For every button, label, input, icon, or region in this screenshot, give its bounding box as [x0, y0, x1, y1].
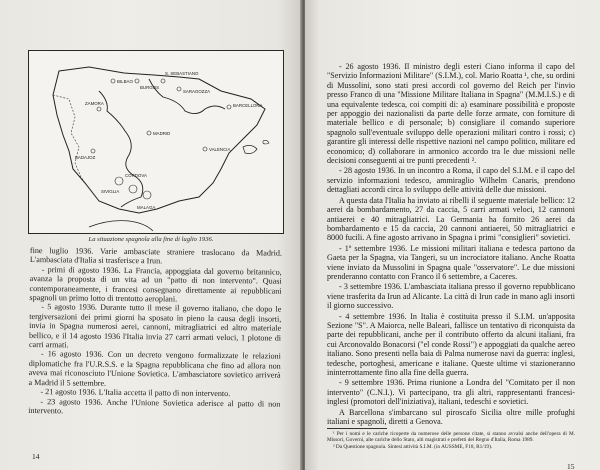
- paragraph: A Barcellona s'imbarcano sul piroscafo Sicilia oltre mille profughi italiani e spagnoli, diretti a Genova.: [327, 407, 575, 427]
- map-label-bilbao: BILBAO: [117, 79, 133, 84]
- paragraph: - 3 settembre 1936. L'ambasciata italiana presso il governo repubblicano viene trasferita da Irun ad Alicante. La città di Irun cade in mano agli insorti il giorno successivo.: [327, 282, 575, 311]
- map-label-malaga: MALAGA: [137, 205, 156, 210]
- map-label-san-sebastiano: S. SEBASTIANO: [165, 71, 199, 76]
- map-label-valencia: VALENCIA: [209, 147, 231, 152]
- paragraph: - 4 settembre 1936. In Italia è costituita presso il S.I.M. un'apposita Sezione "S". A Maiorca, nelle Baleari, fallisce un tentativo di riconquista da parte dei repubblicani, anche per il contributo offerto da alcuni italiani, fra cui Arconovaldo Bonacorsi ("el conde Rossi") e appoggiati da qualche aereo italiano. Sono presenti nella baia di Palma numerose navi da guerra: inglesi, tedesche, portoghesi, americane e italiane. Queste ultime vi stazioneranno ininterrottamente fino alla fine della guerra.: [327, 311, 575, 377]
- paragraph: - 28 agosto 1936. In un incontro a Roma, il capo del S.I.M. e il capo del servizio informazioni tedesco, ammiraglio Wilhelm Canaris, prendono dettagliati accordi circa lo sviluppo delle attività delle due missioni.: [327, 166, 575, 195]
- map-label-cordova: CORDOVA: [125, 173, 147, 178]
- map-label-saragozza: SARAGOZZA: [183, 89, 211, 94]
- map-label-barcellona: BARCELLONA: [233, 103, 263, 108]
- page-number-left: 14: [32, 452, 40, 461]
- map-caption: La situazione spagnola alla fine di luglio 1936.: [88, 236, 214, 243]
- right-page: [305, 0, 600, 470]
- map-label-siviglia: SIVIGLIA: [101, 189, 120, 194]
- right-body-text: [327, 62, 575, 427]
- paragraph: A questa data l'Italia ha inviato ai ribelli il seguente materiale bellico: 12 aerei da bombardamento, 27 da caccia, 5 carri armati veloci, 12 cannoni antiaerei e 40 mitragliatrici. La Germania ha fornito 26 aerei da bombardamento e 15 da caccia, 20 cannoni antiaerei, 50 mitragliatrici e 8000 fucili. A fine agosto arrivano in Spagna i primi "consiglieri" sovietici.: [327, 195, 575, 243]
- paragraph: fine luglio 1936. Varie ambasciate straniere traslocano da Madrid. L'ambasciata d'Italia si trasferisce a Irun.: [29, 246, 282, 266]
- footnote-rule: [327, 428, 387, 429]
- paragraph: - 1º settembre 1936. Le missioni militari italiana e tedesca partono da Gaeta per la Spagna, via Tangeri, su un incrociatore italiano. Anche Roatta viene inviato da Mussolini in Spagna quale "osservatore". Le due missioni prenderanno contatto con Franco il 6 settembre, a Caceres.: [327, 243, 575, 281]
- map-of-spain: [29, 51, 283, 233]
- map-figure: [28, 50, 284, 234]
- footnote: ² Da Questione spagnola. Sintesi attività S.I.M. (in AUSSME, F18, R1/19).: [333, 443, 493, 450]
- page-number-right: 15: [567, 462, 575, 470]
- map-label-madrid: MADRID: [153, 131, 171, 136]
- left-body-text: [28, 246, 282, 418]
- paragraph: - primi di agosto 1936. La Francia, appoggiata dal governo britannico, avanza la proposta di un vita ad un "patto di non intervento". Quasi contemporaneamente, i francesi consegnano direttamente ai repubblicani spagnoli un primo lotto di trentotto aeroplani.: [29, 264, 282, 304]
- map-label-zamora: ZAMORA: [85, 101, 104, 106]
- footnote: ¹ Per i nomi e le cariche ricoperte da numerose delle persone citate, si stanno avvalsi anche dell'opera di M. Missori, Governi, alte cariche dello Stato, alti magistrati e prefetti del Regno d'Italia, Roma 1989.: [327, 431, 575, 444]
- paragraph: - 23 agosto 1936. Anche l'Unione Sovietica aderisce al patto di non intervento.: [28, 396, 281, 416]
- map-label-badajoz: BADAJOZ: [75, 155, 96, 160]
- paragraph: - 26 agosto 1936. Il ministro degli esteri Ciano informa il capo del "Servizio Informazioni Militare" (S.I.M.), col. Mario Roatta ¹, che, su ordini di Mussolini, sono stati presi accordi col governo del Reich per l'invio presso Franco di una "Missione Militare Italiana in Spagna" (M.M.I.S.) e di una equivalente tedesca, coi compiti di: a) esaminare possibilità e proposte per appoggio dei nazionalisti da parte delle forze armate, con forniture di materiale bellico e di personale; b) consigliare il comando superiore spagnolo sull'eventuale sviluppo delle operazioni militari contro i rossi; c) garantire gli interessi delle rispettive nazioni nel campo politico, militare ed economico; d) collaborare in armonico accordo tra le due missioni nelle decisioni conseguenti ai tre punti precedenti ².: [327, 62, 575, 166]
- paragraph: - 5 agosto 1936. Durante tutto il mese il governo italiano, che dopo le tergiversazioni dei primi giorni ha sposato in pieno la causa degli insorti, invia in Spagna numerosi aerei, cannoni, mitragliatrici ed altro materiale bellico, e il 14 agosto 1936 l'Italia invia 27 carri armati veloci, 1 plotone di carri armati.: [28, 302, 282, 350]
- footnotes: [327, 428, 575, 450]
- paragraph: - 21 agosto 1936. L'Italia accetta il patto di non intervento.: [40, 387, 231, 399]
- paragraph: - 9 settembre 1936. Prima riunione a Londra del "Comitato per il non intervento" (C.N.I.). Vi partecipano, tra gli altri, rappresentanti francesi-inglesi (promotori dell'iniziativa), italiani, tedeschi e sovietici.: [327, 378, 575, 407]
- paragraph: - 16 agosto 1936. Con un decreto vengono formalizzate le relazioni diplomatiche fra l'U.R.S.S. e la Spagna repubblicana che fino ad allora non aveva mai riconosciuto l'Unione Sovietica. L'ambasciatore sovietico arriverà a Madrid il 5 settembre.: [28, 349, 281, 388]
- map-label-burgos: BURGOS: [140, 85, 160, 90]
